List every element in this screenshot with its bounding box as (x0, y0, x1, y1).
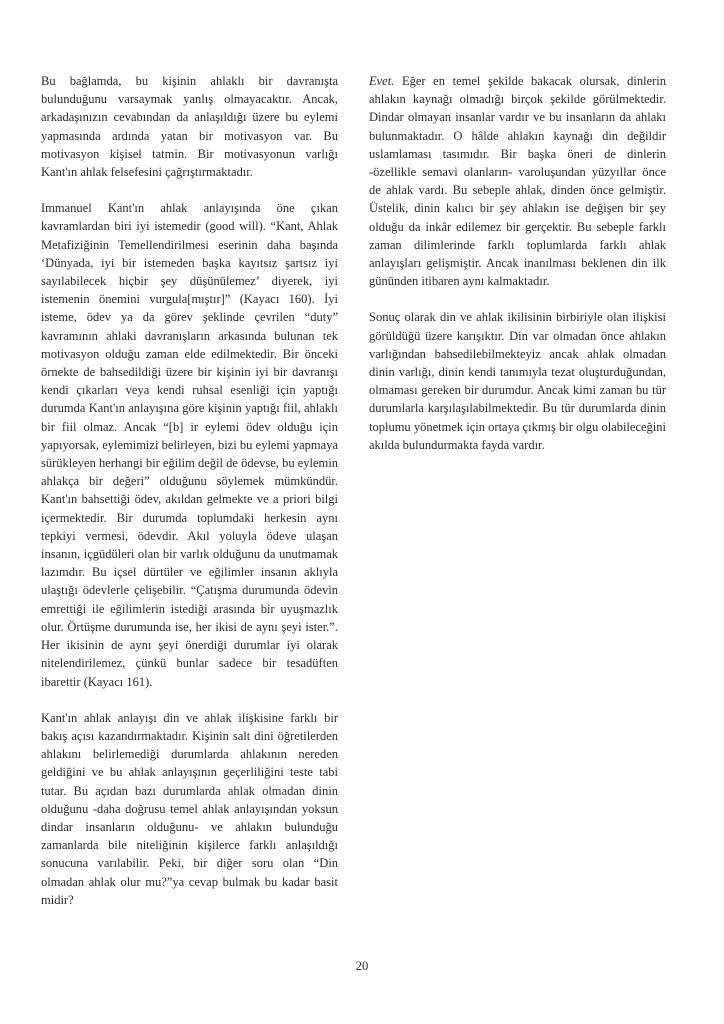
paragraph-conclusion: Sonuç olarak din ve ahlak ikilisinin birbiriyle olan ilişkisi görüldüğü üzere karışıktır. Din var olmadan önce ahlakın varlığından bahsedilebilmekteyiz ancak ahlak olmadan dinin varlığı, dinin kendi tanımıyla tezat oluşturduğundan, olmaması gereken bir durumdur. Ancak kimi zaman bu tür durumlarla karşılaşılabilmektedir. Bu tür durumlarda dinin toplumu yönetmek için ortaya çıkmış bir olgu olabileceğini akılda bulundurmakta fayda vardır. (369, 310, 666, 452)
paragraph-religion-morality: Kant'ın ahlak anlayışı din ve ahlak ilişkisine farklı bir bakış açısı kazandırmaktadır. Kişinin salt dini öğretilerden ahlakını belirlemediği durumlarda ahlakının nereden geldiğini ve bu ahlak anlayışının geçerliliğini teste tabi tutar. Bu açıdan bazı durumlarda ahlak olmadan dinin olduğunu -daha doğrusu temel ahlak anlayışından yoksun dindar insanların olduğunu- ve ahlakın bulunduğu zamanlarda bile niteliğinin kişilerce farklı anlaşıldığı sonucuna varılabilir. Peki, bir diğer soru olan “Din olmadan ahlak olur mu?”ya cevap bulmak bu kadar basit midir? (41, 710, 338, 907)
left-column (41, 72, 338, 909)
paragraph-intro: Bu bağlamda, bu kişinin ahlaklı bir davranışta bulunduğunu varsaymak yanlış olmayacaktır. Ancak, arkadaşınızın cevabından da anlaşıldığı üzere bu eylemi yapmasında ardında yatan bir motivasyon var. Bu motivasyon kişisel tatmin. Bir motivasyonun varlığı Kant'ın ahlak felsefesini çağrıştırmaktadır. (41, 74, 338, 180)
page-number: 20 (355, 959, 369, 973)
paragraph-answer (369, 72, 666, 290)
right-column (369, 72, 666, 454)
answer-body: Eğer en temel şekilde bakacak olursak, dinlerin ahlakın kaynağı olmadığı birçok şekilde görülmektedir. Dindar olmayan insanlar vardır ve bu insanların da ahlakı bulunmaktadır. O hâlde ahlakın kaynağı din değildir uslamlaması tasımıdır. Bir başka öneri de dinlerin -özellikle semavi olanların- varoluşundan yüzyıllar önce de ahlak vardı. Bu sebeple ahlak, dinden önce gelmiştir. Üstelik, dinin kalıcı bir şey ahlakın ise değişen bir şey olduğu da inkâr edilemez bir gerçektir. Bu sebeple farklı zaman dilimlerinde farklı toplumlarda farklı ahlak anlayışları gelişmiştir. Ancak inanılması beklenen din ilk gününden itibaren aynı kalmaktadır. (369, 74, 666, 289)
answer-lead: Evet. (369, 74, 395, 88)
paragraph-kant-good-will: Immanuel Kant'ın ahlak anlayışında öne çıkan kavramlardan biri iyi istemedir (good will). “Kant, Ahlak Metafiziğinin Temellendirilmesi eserinin daha başında ‘Dünyada, iyi bir istemeden başka kayıtsız şartsız iyi sayılabilecek hiçbir şey düşünülemez’ diyerek, iyi istemenin önemini vurgula[mıştır]” (Kayacı 160). İyi isteme, ödev ya da görev şeklinde çevrilen “duty” kavramının ahlaki davranışların arkasında bulunan tek motivasyon olduğu zaman elde edilmektedir. Bir önceki örnekte de bahsedildiği üzere bir kişinin iyi bir davranışı kendi çıkarları veya kendi ruhsal esenliği için yaptığı durumda Kant'ın anlayışına göre kişinin yaptığı fiil, ahlaklı bir fiil olmaz. Ancak “[b] ir eylemi ödev olduğu için yapıyorsak, eylemimizi belirleyen, bizi bu eylemi yapmaya sürükleyen herhangi bir eğilim değil de ödevse, bu eylemin ahlakça bir değeri” olduğunu söylemek mümkündür. Kant'ın bahsettiği ödev, akıldan gelmekte ve a priori bilgi içermektedir. Bir durumda toplumdaki herkesin aynı tepkiyi vermesi, ödevdir. Akıl yoluyla ödeve ulaşan insanın, içgüdüleri olan bir varlık olduğunu da unutmamak lazımdır. Bu içsel dürtüler ve eğilimler insanın aklıyla ulaştığı ödevlerle çelişebilir. “Çatışma durumunda ödevin emrettiği ile eğilimlerin istediği arasında bir uyuşmazlık olur. Örtüşme durumunda ise, her ikisi de aynı şeyi ister.”. Her ikisinin de aynı şeyi önerdiği durumlar iyi olarak nitelendirilemez, çünkü bunlar sadece bir tesadüften ibarettir (Kayacı 161). (41, 201, 338, 689)
